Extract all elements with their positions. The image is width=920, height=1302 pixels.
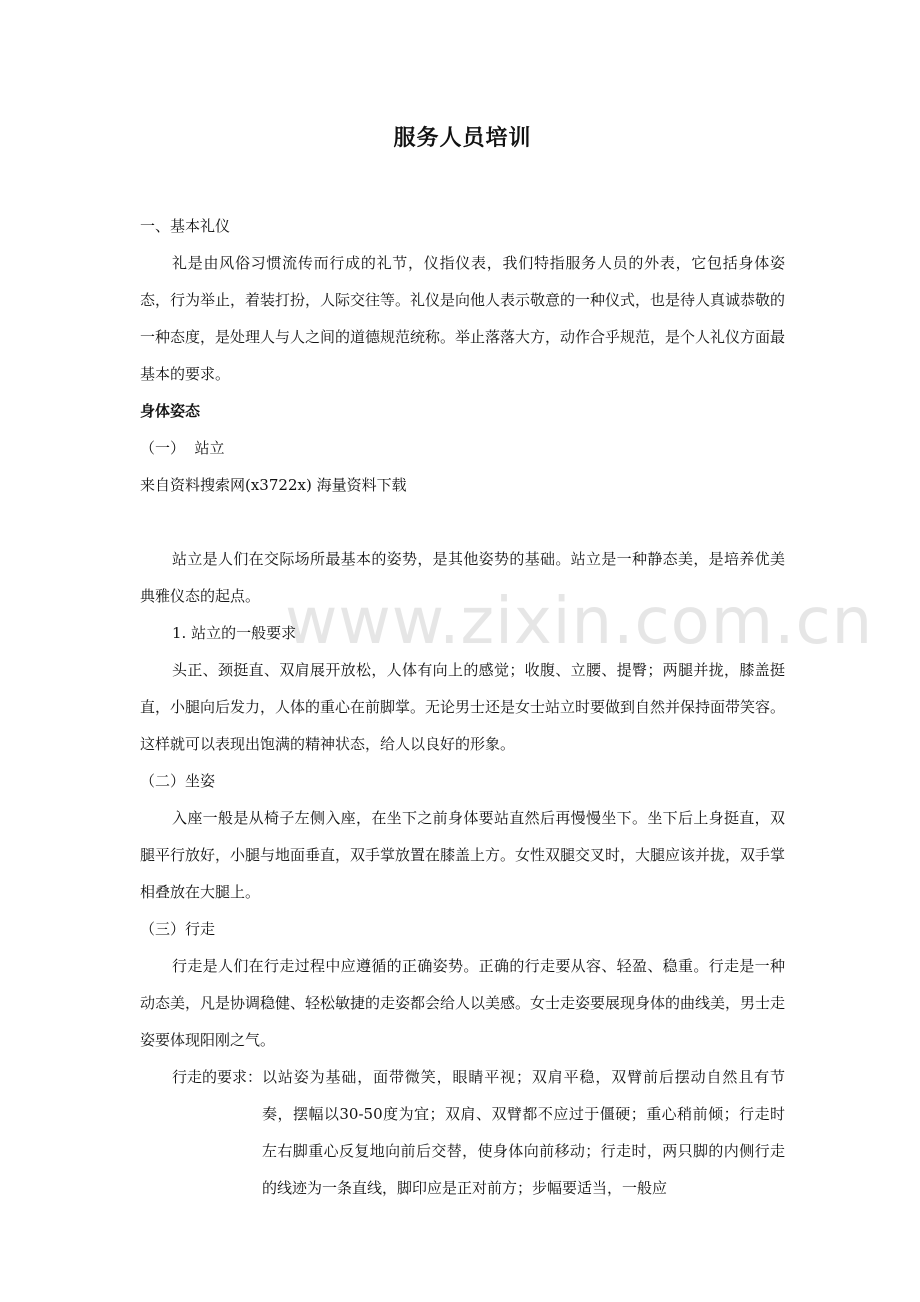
sitting-heading: （二）坐姿 xyxy=(140,772,216,790)
standing-paragraph: 站立是人们在交际场所最基本的姿势，是其他姿势的基础。站立是一种静态美，是培养优美典雅仪态的起点。 xyxy=(140,550,785,605)
watermark: www.zixin.com.cn xyxy=(285,585,874,659)
source-line: 来自资料搜索网(x3722x) 海量资料下载 xyxy=(140,476,407,494)
walking-heading: （三）行走 xyxy=(140,920,216,938)
sitting-paragraph: 入座一般是从椅子左侧入座，在坐下之前身体要站直然后再慢慢坐下。坐下后上身挺直，双腿平行放好，小腿与地面垂直，双手掌放置在膝盖上方。女性双腿交叉时，大腿应该并拢，双手掌相叠放在大腿上。 xyxy=(140,809,786,901)
walking-requirements xyxy=(140,1059,785,1207)
walking-req-text: 以站姿为基础，面带微笑，眼睛平视；双肩平稳，双臂前后摆动自然且有节奏，摆幅以30-50度为宜；双肩、双臂都不应过于僵硬；重心稍前倾；行走时左右脚重心反复地向前后交替，使身体向前移动；行走时，两只脚的内侧行走的线迹为一条直线，脚印应是正对前方；步幅要适当，一般应 xyxy=(262,1068,785,1197)
blank-line xyxy=(140,504,785,541)
standing-subheading: 1. 站立的一般要求 xyxy=(172,624,297,642)
posture-heading: 身体姿态 xyxy=(140,402,201,420)
document-content xyxy=(140,118,785,1207)
walking-paragraph: 行走是人们在行走过程中应遵循的正确姿势。正确的行走要从容、轻盈、稳重。行走是一种动态美，凡是协调稳健、轻松敏捷的走姿都会给人以美感。女士走姿要展现身体的曲线美，男士走姿要体现阳刚之气。 xyxy=(140,957,786,1049)
section-heading-etiquette: 一、基本礼仪 xyxy=(140,217,231,235)
standing-requirements: 头正、颈挺直、双肩展开放松，人体有向上的感觉；收腹、立腰、提臀；两腿并拢，膝盖挺直，小腿向后发力，人体的重心在前脚掌。无论男士还是女士站立时要做到自然并保持面带笑容。这样就可以表现出饱满的精神状态，给人以良好的形象。 xyxy=(140,661,786,753)
intro-paragraph: 礼是由风俗习惯流传而行成的礼节，仪指仪表，我们特指服务人员的外表，它包括身体姿态，行为举止，着装打扮，人际交往等。礼仪是向他人表示敬意的一种仪式，也是待人真诚恭敬的一种态度，是处理人与人之间的道德规范统称。举止落落大方，动作合乎规范，是个人礼仪方面最基本的要求。 xyxy=(140,254,786,383)
page-title: 服务人员培训 xyxy=(393,125,532,151)
walking-req-label: 行走的要求： xyxy=(172,1068,263,1086)
standing-heading: （一） 站立 xyxy=(140,439,225,457)
